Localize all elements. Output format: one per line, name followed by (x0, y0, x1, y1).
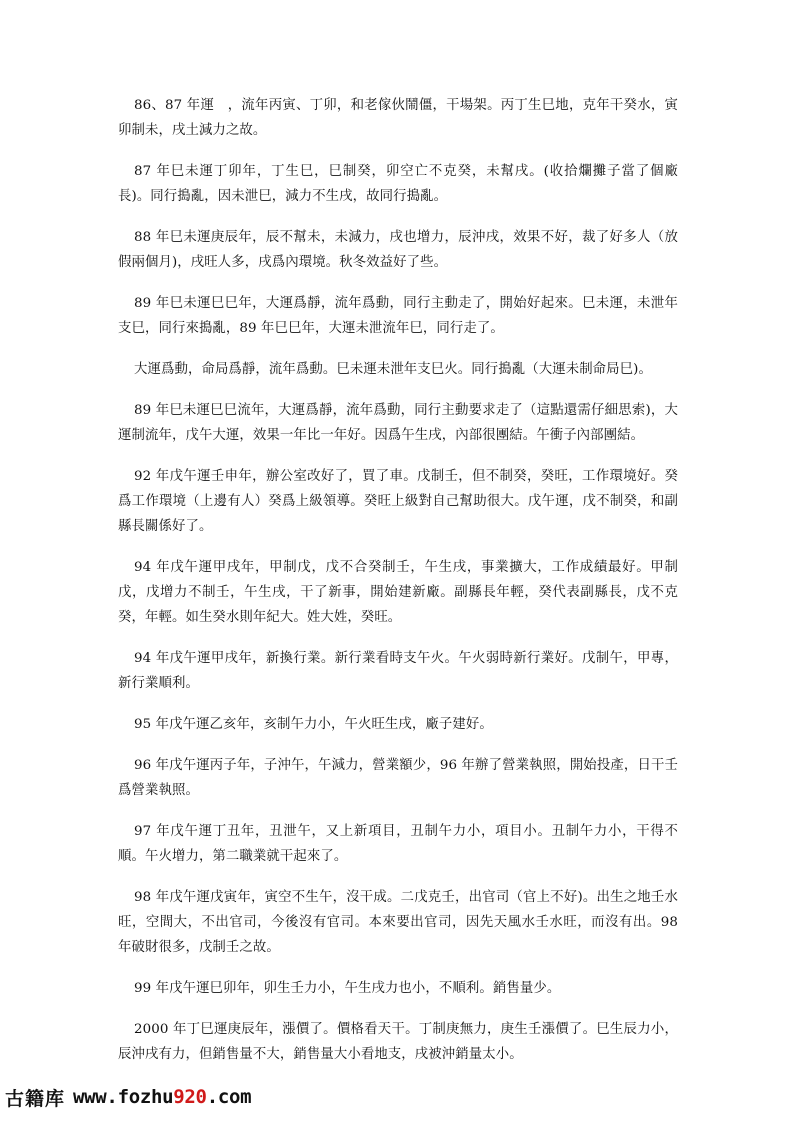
paragraph-15: 2000 年丁巳運庚辰年，漲價了。價格看天干。丁制庚無力，庚生壬漲價了。巳生辰力小，辰沖戌有力，但銷售量不大，銷售量大小看地支，戌被沖銷量太小。 (118, 1022, 678, 1062)
paragraph-11: 96 年戊午運丙子年，子沖午，午減力，營業額少，96 年辦了營業執照，開始投產，日干壬爲營業執照。 (118, 758, 678, 798)
paragraph-10: 95 年戊午運乙亥年，亥制午力小，午火旺生戌，廠子建好。 (134, 717, 493, 732)
paragraph-1: 86、87 年運 ，流年丙寅、丁卯，和老傢伙鬧僵，干場架。丙丁生巳地，克年干癸水，寅卯制未，戌土減力之故。 (118, 98, 678, 138)
site-url (73, 1086, 251, 1108)
paragraph-8: 94 年戊午運甲戌年，甲制戊，戊不合癸制壬，午生戌，事業擴大，工作成績最好。甲制戊，戊增力不制壬，午生戌，干了新事，開始建新廠。副縣長年輕，癸代表副縣長，戊不克癸，年輕。如生癸水則年紀大。姓大姓，癸旺。 (118, 560, 678, 625)
paragraph-3: 88 年巳未運庚辰年，辰不幫未，未減力，戌也增力，辰沖戌，效果不好，裁了好多人（放假兩個月)，戌旺人多，戌爲內環境。秋冬效益好了些。 (118, 230, 678, 270)
paragraph-9: 94 年戊午運甲戌年，新換行業。新行業看時支午火。午火弱時新行業好。戊制午，甲專，新行業順利。 (118, 651, 678, 691)
paragraph-14: 99 年戊午運巳卯年，卯生壬力小，午生戌力也小，不順利。銷售量少。 (134, 981, 561, 996)
site-name: 古籍库 (5, 1087, 66, 1110)
paragraph-12: 97 年戊午運丁丑年，丑泄午，又上新項目，丑制午力小，項目小。丑制午力小，干得不順。午火增力，第二職業就干起來了。 (118, 824, 678, 864)
paragraph-5: 大運爲動，命局爲靜，流年爲動。巳未運未泄年支巳火。同行搗亂（大運未制命局巳)。 (134, 362, 652, 377)
site-url-suffix: .com (206, 1086, 252, 1108)
paragraph-2: 87 年巳未運丁卯年，丁生巳，巳制癸，卯空亡不克癸，未幫戌。(收拾爛攤子當了個廠長)。同行搗亂，因未泄巳，減力不生戌，故同行搗亂。 (118, 164, 678, 204)
paragraph-7: 92 年戊午運壬申年，辦公室改好了，買了車。戊制壬，但不制癸，癸旺，工作環境好。癸爲工作環境（上邊有人）癸爲上級領導。癸旺上級對自己幫助很大。戊午運，戊不制癸，和副縣長關係好了。 (118, 469, 678, 534)
paragraph-4: 89 年巳未運巳巳年，大運爲靜，流年爲動，同行主動走了，開始好起來。巳未運，未泄年支巳，同行來搗亂，89 年巳巳年，大運未泄流年巳，同行走了。 (118, 296, 678, 336)
paragraph-6: 89 年巳未運巳巳流年，大運爲靜，流年爲動，同行主動要求走了（這點還需仔細思索)，大運制流年，戊午大運，效果一年比一年好。因爲午生戌，內部很團結。午衝子內部團結。 (118, 403, 678, 443)
document-body (118, 93, 678, 1083)
paragraph-13: 98 年戊午運戊寅年，寅空不生午，沒干成。二戊克壬，出官司（官上不好)。出生之地壬水旺，空間大，不出官司，今後沒有官司。本來要出官司，因先天風水壬水旺，而沒有出。98 年破財很多，戊制壬之故。 (118, 890, 678, 955)
site-url-accent: 920 (173, 1086, 207, 1108)
site-url-prefix: www.fozhu (73, 1086, 174, 1108)
footer-watermark (5, 1080, 251, 1114)
